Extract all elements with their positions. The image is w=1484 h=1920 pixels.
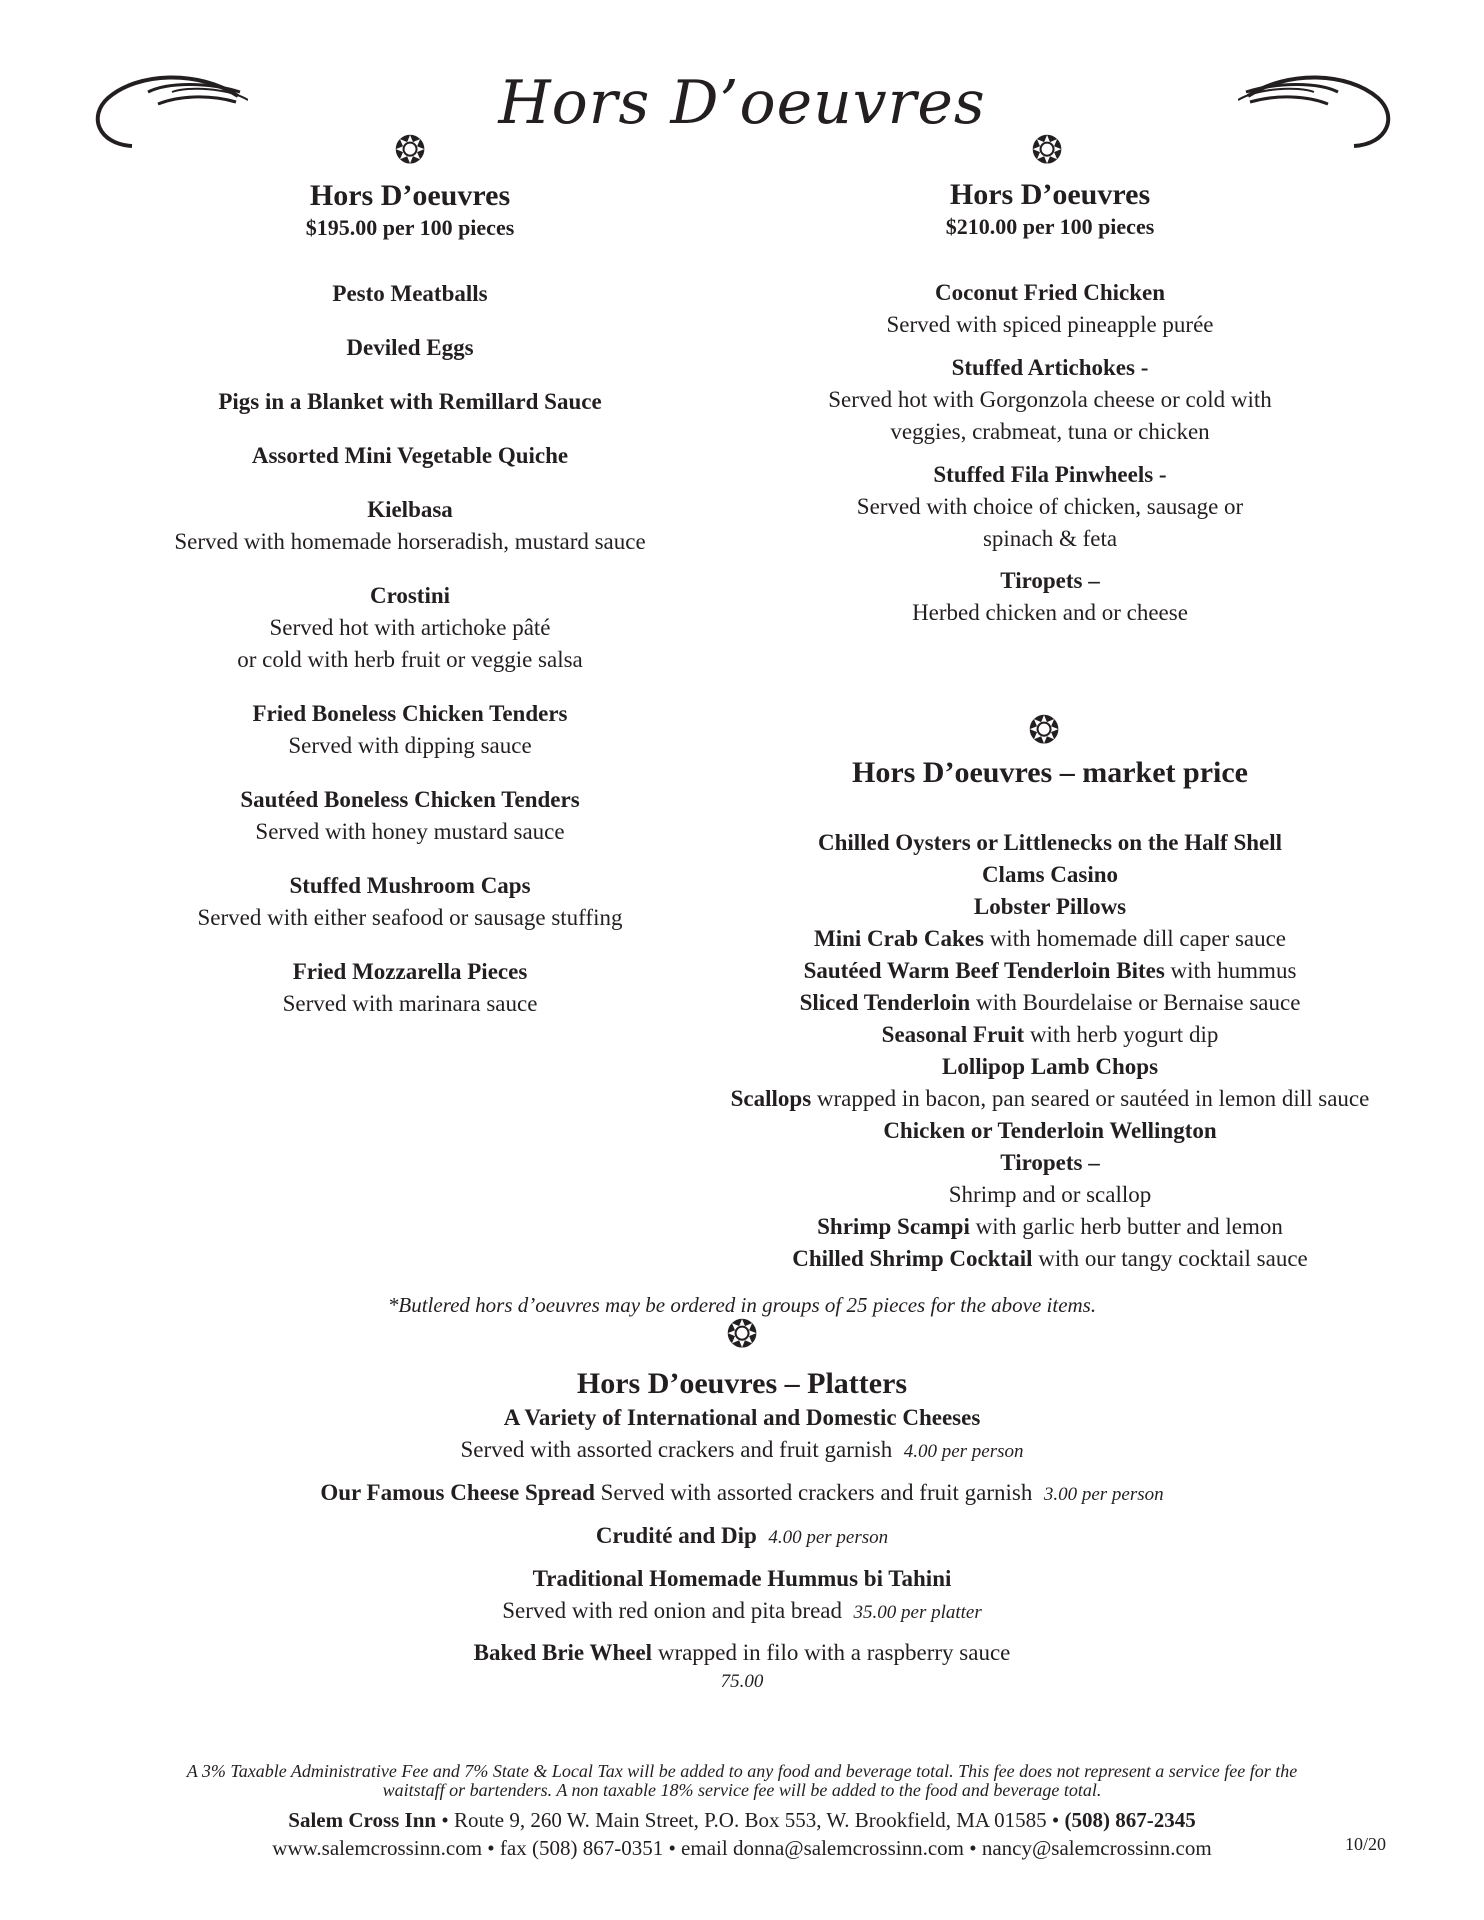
platter-price: 75.00 <box>720 1671 764 1692</box>
platter-item: Our Famous Cheese Spread Served with assorted crackers and fruit garnish 3.00 per person <box>320 1480 1164 1505</box>
ornament-market: ❂ <box>1028 710 1060 752</box>
menu-item-name: Stuffed Mushroom Caps <box>289 873 531 898</box>
inn-name: Salem Cross Inn <box>288 1808 437 1832</box>
market-item: Chicken or Tenderloin Wellington <box>883 1118 1217 1143</box>
right-heading: Hors D’oeuvres <box>949 178 1151 211</box>
menu-item-desc: veggies, crabmeat, tuna or chicken <box>890 419 1210 444</box>
ornament-platters: ❂ <box>726 1314 758 1356</box>
market-item: Sautéed Warm Beef Tenderloin Bites with hummus <box>803 958 1297 983</box>
page-title: Hors D’oeuvres <box>498 68 986 138</box>
fee-disclaimer: A 3% Taxable Administrative Fee and 7% State & Local Tax will be added to any food and beverage total. This fee does not represent a service fee for the waitstaff or bartenders. A non taxable 18% service fee will be added to the food and beverage total. <box>186 1761 1298 1800</box>
menu-item-name: Pigs in a Blanket with Remillard Sauce <box>218 389 602 414</box>
menu-item-name: Coconut Fried Chicken <box>935 280 1165 305</box>
platters-heading: Hors D’oeuvres – Platters <box>576 1367 908 1400</box>
ornament-left: ❂ <box>394 130 426 172</box>
left-price: $195.00 per 100 pieces <box>305 215 515 240</box>
menu-item-name: Pesto Meatballs <box>332 281 488 306</box>
market-item: Chilled Shrimp Cocktail with our tangy cocktail sauce <box>792 1246 1308 1271</box>
market-heading: Hors D’oeuvres – market price <box>851 756 1248 789</box>
menu-item-name: Stuffed Fila Pinwheels - <box>933 462 1167 487</box>
inn-phone: (508) 867-2345 <box>1064 1808 1196 1832</box>
market-item: Shrimp and or scallop <box>948 1182 1152 1207</box>
menu-item-desc: spinach & feta <box>982 526 1118 551</box>
menu-item-desc: Served with marinara sauce <box>282 991 538 1016</box>
market-item: Sliced Tenderloin with Bourdelaise or Bernaise sauce <box>799 990 1301 1015</box>
market-list <box>700 827 1400 1275</box>
menu-item-desc: Served with homemade horseradish, mustard sauce <box>174 529 646 554</box>
butler-note: *Butlered hors d’oeuvres may be ordered in groups of 25 pieces for the above items. <box>387 1293 1097 1317</box>
platter-name: Traditional Homemade Hummus bi Tahini <box>532 1566 952 1591</box>
menu-item-desc: Herbed chicken and or cheese <box>912 600 1188 625</box>
menu-item-desc: Served hot with artichoke pâté <box>269 615 551 640</box>
market-item: Lollipop Lamb Chops <box>941 1054 1159 1079</box>
platter-desc: Served with assorted crackers and fruit garnish 4.00 per person <box>460 1437 1024 1462</box>
menu-item-name: Assorted Mini Vegetable Quiche <box>251 443 569 468</box>
market-item: Clams Casino <box>981 862 1119 887</box>
market-item: Tiropets – <box>1000 1150 1100 1175</box>
menu-item-desc: Served with spiced pineapple purée <box>886 312 1214 337</box>
menu-item-name: Fried Mozzarella Pieces <box>292 959 528 984</box>
menu-item-desc: Served with honey mustard sauce <box>255 819 565 844</box>
right-column <box>740 177 1360 241</box>
platter-item: Baked Brie Wheel wrapped in filo with a raspberry sauce <box>473 1640 1011 1665</box>
platter-name: A Variety of International and Domestic Cheeses <box>503 1405 981 1430</box>
contact-line: www.salemcrossinn.com • fax (508) 867-0351 • email donna@salemcrossinn.com • nancy@salemcrossinn.com <box>272 1836 1212 1860</box>
ornament-right: ❂ <box>1031 130 1063 172</box>
market-item: Shrimp Scampi with garlic herb butter and lemon <box>817 1214 1283 1239</box>
left-heading: Hors D’oeuvres <box>309 179 511 212</box>
menu-item-name: Crostini <box>369 583 451 608</box>
menu-item-desc: Served with either seafood or sausage stuffing <box>197 905 623 930</box>
menu-item-desc: Served with choice of chicken, sausage or <box>856 494 1244 519</box>
market-item: Seasonal Fruit with herb yogurt dip <box>881 1022 1219 1047</box>
menu-item-name: Deviled Eggs <box>346 335 474 360</box>
platter-item: Crudité and Dip 4.00 per person <box>595 1523 889 1548</box>
menu-item-desc: or cold with herb fruit or veggie salsa <box>237 647 583 672</box>
market-item: Chilled Oysters or Littlenecks on the Half Shell <box>817 830 1283 855</box>
menu-item-desc: Served hot with Gorgonzola cheese or cold with <box>828 387 1272 412</box>
revision-code: 10/20 <box>1345 1834 1387 1854</box>
platter-desc: Served with red onion and pita bread 35.00 per platter <box>502 1598 982 1623</box>
menu-item-name: Fried Boneless Chicken Tenders <box>252 701 568 726</box>
menu-item-name: Tiropets – <box>1000 568 1100 593</box>
inn-address-line: Salem Cross Inn • Route 9, 260 W. Main Street, P.O. Box 553, W. Brookfield, MA 01585 • (508) 867-2345 <box>288 1808 1196 1832</box>
market-item: Lobster Pillows <box>973 894 1127 919</box>
right-price: $210.00 per 100 pieces <box>945 214 1155 239</box>
left-column <box>110 178 710 242</box>
menu-item-name: Stuffed Artichokes - <box>951 355 1149 380</box>
menu-item-desc: Served with dipping sauce <box>288 733 532 758</box>
market-item: Scallops wrapped in bacon, pan seared or sautéed in lemon dill sauce <box>730 1086 1370 1111</box>
market-item: Mini Crab Cakes with homemade dill caper sauce <box>813 926 1287 951</box>
menu-item-name: Kielbasa <box>367 497 453 522</box>
menu-item-name: Sautéed Boneless Chicken Tenders <box>240 787 580 812</box>
